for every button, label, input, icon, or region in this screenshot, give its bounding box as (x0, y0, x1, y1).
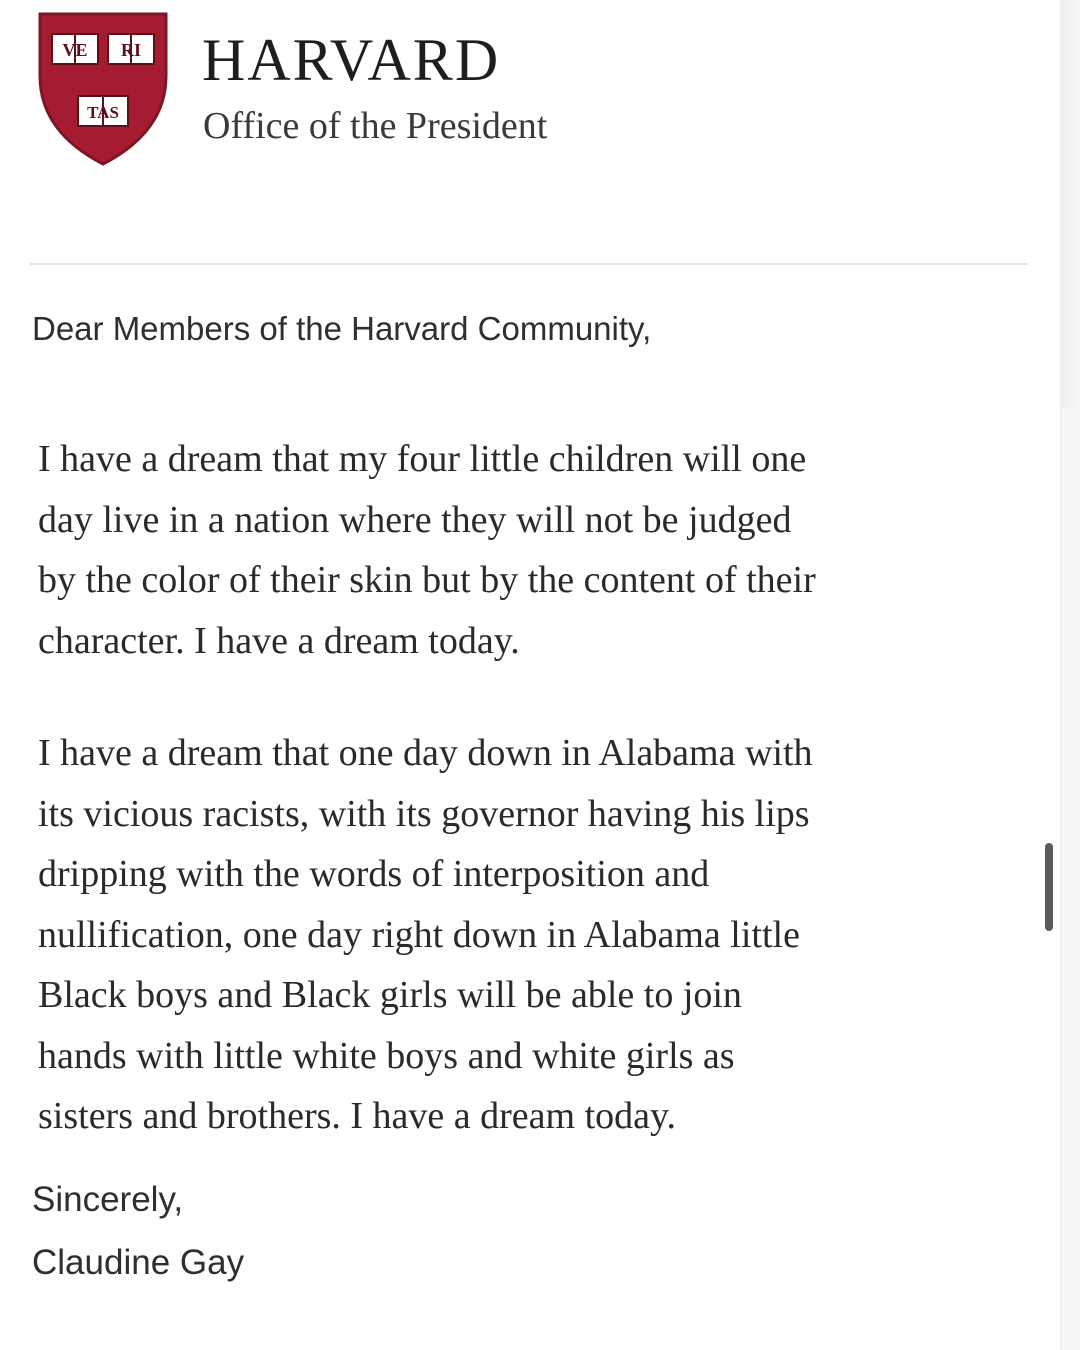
harvard-shield-logo (36, 10, 170, 166)
crest-text-ve: VE (62, 40, 88, 60)
paragraph-line: I have a dream that one day down in Alabama with (38, 732, 813, 774)
scrollbar-thumb[interactable] (1045, 843, 1053, 931)
letter-closing: Sincerely, (32, 1180, 184, 1219)
paragraph-line: nullification, one day right down in Alabama little (38, 913, 800, 956)
page-edge-lower (1062, 408, 1080, 1350)
crest-text-tas: TAS (87, 103, 119, 122)
paragraph-line: character. I have a dream today. (38, 619, 520, 662)
crest-text-ri: RI (120, 40, 142, 60)
letter-paragraph-1 (38, 429, 1038, 671)
paragraph-line: I have a dream that my four little children will one (38, 438, 807, 480)
book-icon-tas (78, 96, 128, 126)
institution-name: HARVARD (202, 27, 501, 93)
paragraph-line: its vicious racists, with its governor having his lips (38, 792, 810, 835)
paragraph-line: sisters and brothers. I have a dream today. (38, 1095, 677, 1137)
letterhead (36, 10, 736, 170)
paragraph-line: hands with little white boys and white girls as (38, 1034, 735, 1077)
paragraph-line: by the color of their skin but by the content of their (38, 559, 816, 601)
letter-signature: Claudine Gay (32, 1243, 245, 1282)
paragraph-line: day live in a nation where they will not be judged (38, 498, 792, 541)
letter-paragraph-2 (38, 723, 1038, 1147)
header-divider (30, 263, 1028, 265)
paragraph-line: dripping with the words of interposition and (38, 853, 710, 895)
paragraph-line: Black boys and Black girls will be able to join (38, 974, 742, 1016)
book-icon-ri (108, 34, 154, 64)
office-name: Office of the President (203, 105, 548, 147)
letter-salutation: Dear Members of the Harvard Community, (32, 310, 652, 347)
book-icon-ve (52, 34, 98, 64)
